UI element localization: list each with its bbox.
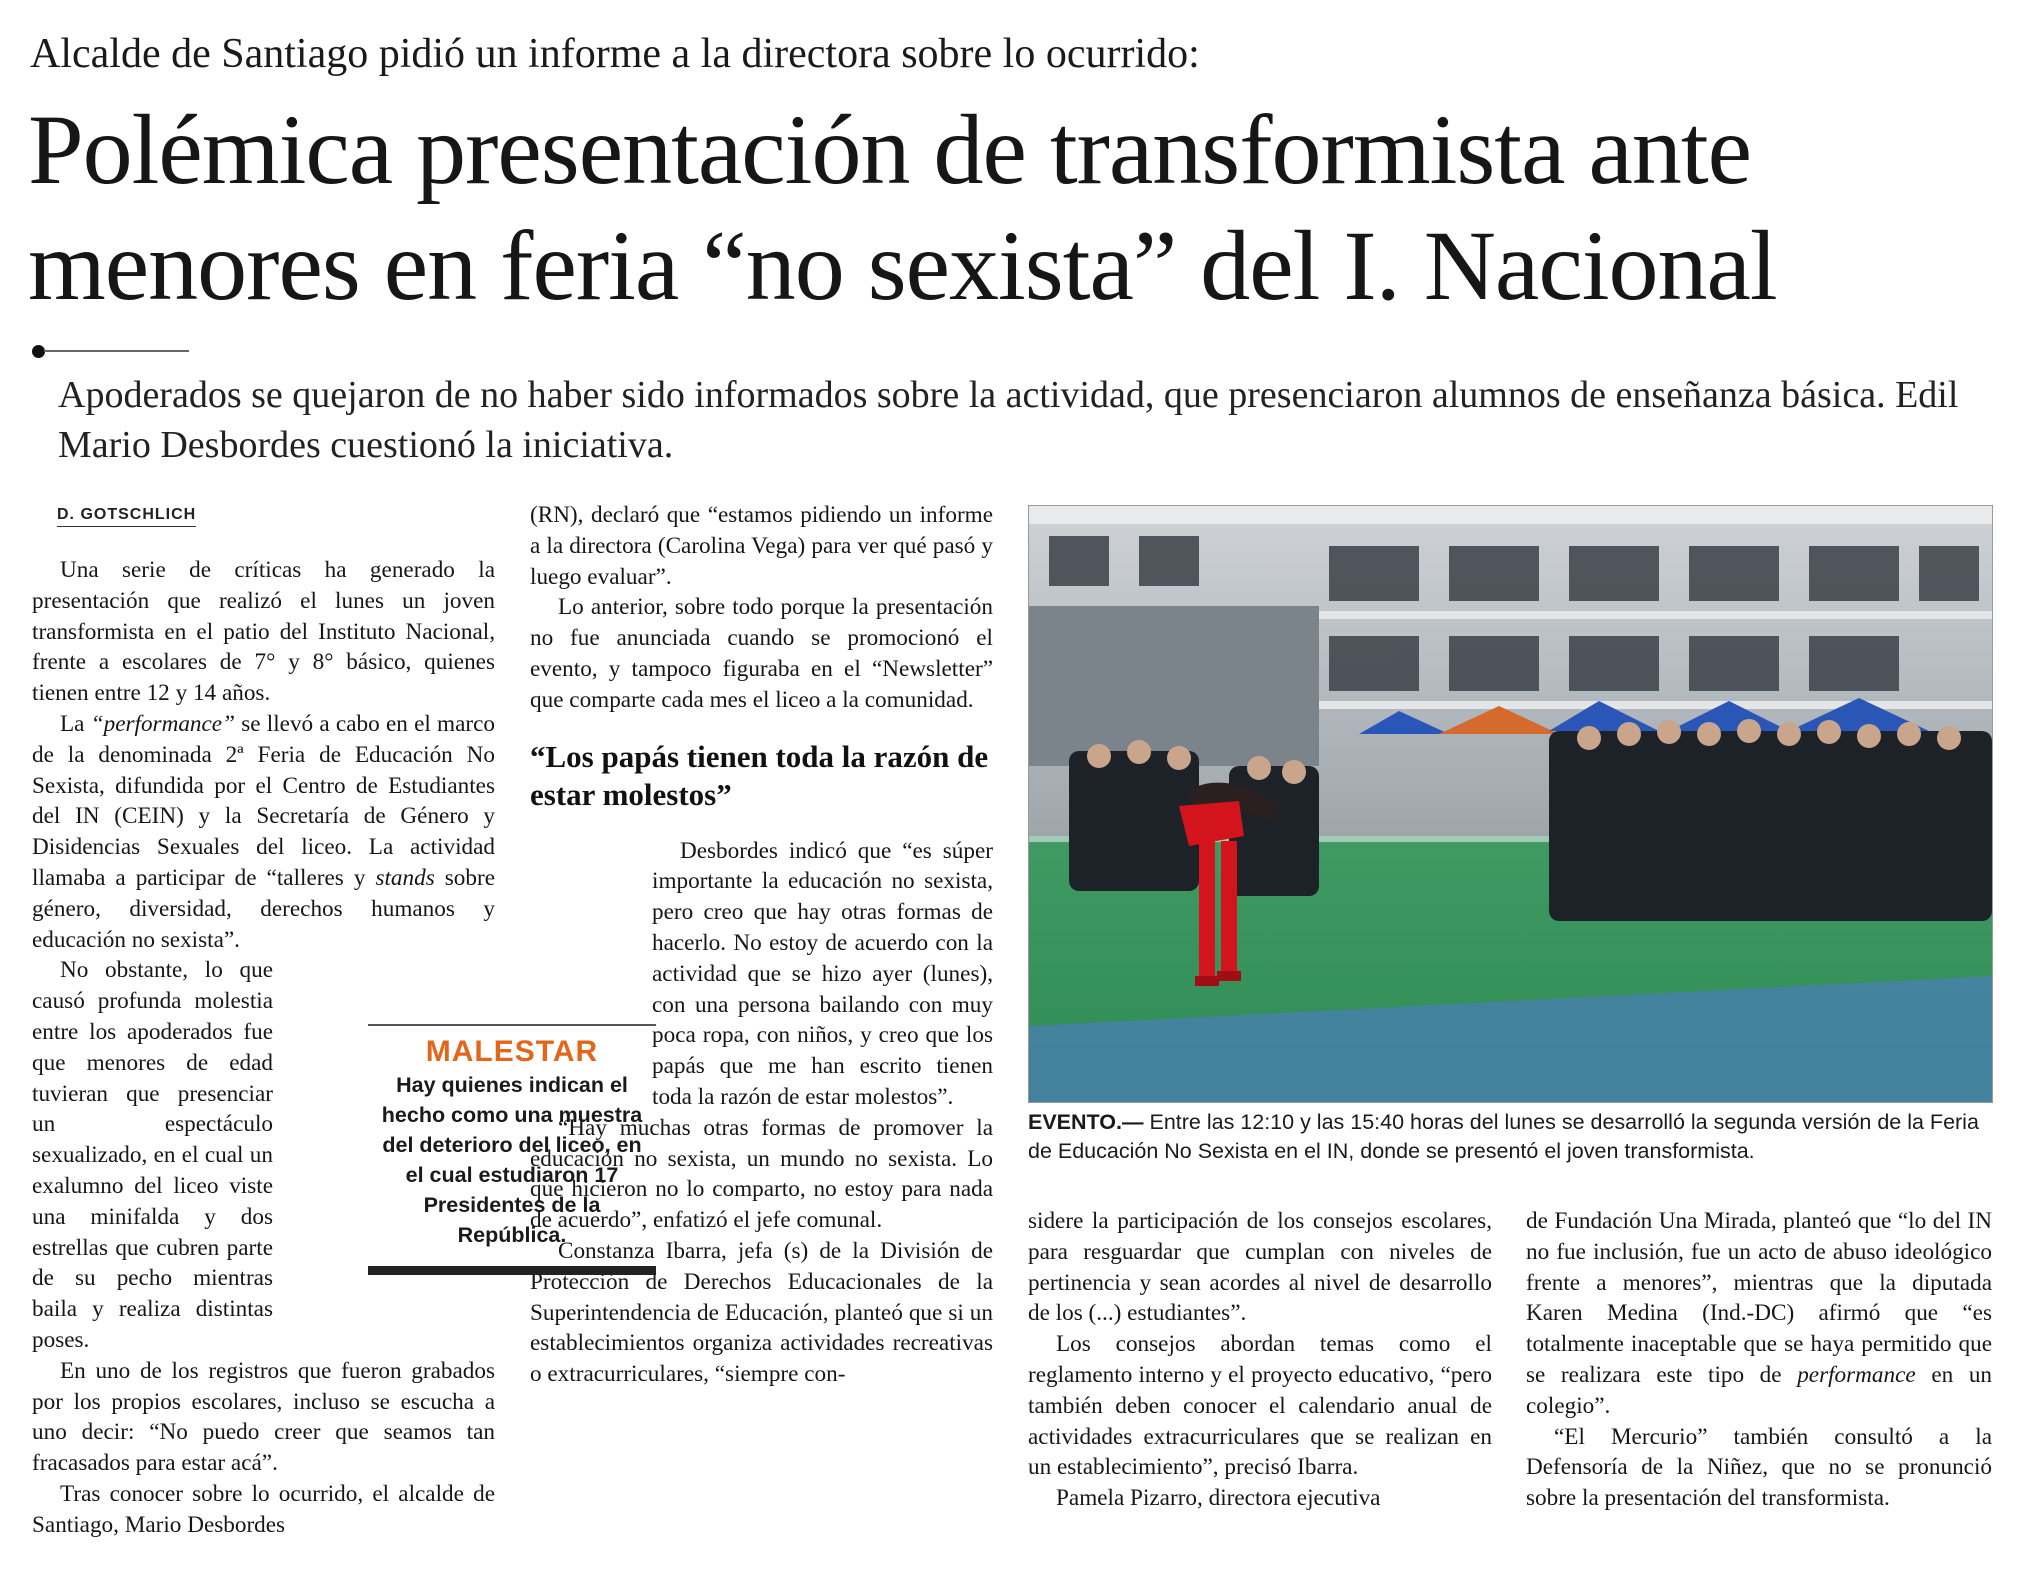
- event-photo-illustration: [1029, 506, 1992, 1102]
- paragraph: sidere la participación de los consejos escolares, para resguardar que cumplan con niveles de pertinencia y sean acordes al nivel de desarrollo de los (...) estudiantes”.: [1028, 1208, 1492, 1327]
- paragraph: Lo anterior, sobre todo porque la presentación no fue anunciada cuando se promocionó el evento, y tampoco figuraba en el “Newsletter” que comparte cada mes el liceo a la comunidad.: [530, 594, 993, 713]
- pull-quote-text: Hay quienes indican el hecho como una muestra del deterioro del liceo, en el cual estudiaron 17 Presidentes de la República.: [381, 1073, 643, 1247]
- rule-line: [44, 350, 189, 352]
- photo-caption: [1028, 1108, 1994, 1166]
- paragraph: Constanza Ibarra, jefa (s) de la División de Protección de Derechos Educacionales de la Superintendencia de Educación, planteó que si un establecimientos organiza actividades recreativas o extracurriculares, “siempre con-: [530, 1237, 993, 1388]
- text-run: de Fundación Una Mirada, planteó que “lo del IN no fue inclusión, fue un acto de abuso ideológico frente a menores”, mientras que la diputada Karen Medina (Ind.-DC) afirmó que “es totalmente inaceptable que se haya permitido que se realizara este tipo de: [1526, 1208, 1992, 1388]
- italic-run: “performance”: [90, 710, 235, 737]
- paragraph: (RN), declaró que “estamos pidiendo un informe a la directora (Carolina Vega) para ver qué pasó y luego evaluar”.: [530, 502, 993, 590]
- column-4: [1526, 1206, 1992, 1514]
- caption-text: Entre las 12:10 y las 15:40 horas del lunes se desarrolló la segunda versión de la Feria de Educación No Sexista en el IN, donde se presentó el joven transformista.: [1028, 1110, 1979, 1163]
- pull-quote: [368, 1024, 656, 1275]
- event-photo: [1028, 505, 1993, 1103]
- italic-run: stands: [375, 864, 435, 891]
- headline-line-1: Polémica presentación de transformista ante: [28, 94, 1752, 205]
- text-run: se llevó a cabo en el marco de la denominada 2ª Feria de Educación No Sexista, difundida por el Centro de Estudiantes del IN (CEIN) y la Secretaría de Género y Disidencias Sexuales del liceo. La actividad llamaba a participar de “talleres y: [32, 710, 495, 891]
- pull-quote-label: MALESTAR: [425, 1035, 599, 1068]
- paragraph: Desbordes indicó que “es súper importante la educación no sexista, pero creo que hay otras formas de hacerlo. No estoy de acuerdo con la actividad que se hizo ayer (lunes), con una persona bailando con muy poca ropa, con niños, y creo que los papás que me han escrito tienen toda la razón de estar molestos”.: [652, 837, 993, 1110]
- paragraph: No obstante, lo que causó profunda molestia entre los apoderados fue que menores de edad tuvieran que presenciar un espectáculo sexualizado, en el cual un exalumno del liceo viste una minifalda y dos estrellas que cubren parte de su pecho mientras baila y realiza distintas poses.: [32, 957, 273, 1353]
- paragraph: [1526, 1206, 1992, 1422]
- headline: [28, 92, 2008, 324]
- subheading: “Los papás tienen toda la razón de estar molestos”: [530, 738, 989, 812]
- paragraph: “El Mercurio” también consultó a la Defensoría de la Niñez, que no se pronunció sobre la presentación del transformista.: [1526, 1423, 1992, 1512]
- paragraph: Una serie de críticas ha generado la presentación que realizó el lunes un joven transformista en el patio del Instituto Nacional, frente a escolares de 7° y 8° básico, quienes tienen entre 12 y 14 años.: [32, 557, 495, 707]
- text-run: en un colegio”.: [1526, 1361, 1993, 1419]
- byline: D. GOTSCHLICH: [57, 506, 196, 527]
- text-run: La: [60, 710, 91, 737]
- kicker: Alcalde de Santiago pidió un informe a la directora sobre lo ocurrido:: [30, 31, 1200, 77]
- paragraph: [32, 709, 495, 955]
- italic-run: performance: [1797, 1361, 1916, 1388]
- text-run: sobre género, diversidad, derechos humanos y educación no sexista”.: [32, 864, 495, 953]
- paragraph: Tras conocer sobre lo ocurrido, el alcalde de Santiago, Mario Desbordes: [32, 1480, 495, 1538]
- column-3: [1028, 1206, 1492, 1514]
- paragraph: “Hay muchas otras formas de promover la educación no sexista, un mundo no sexista. Lo que hicieron no lo comparto, no estoy para nada de acuerdo”, enfatizó el jefe comunal.: [530, 1114, 993, 1234]
- paragraph: Los consejos abordan temas como el reglamento interno y el proyecto educativo, “pero también deben conocer el calendario anual de actividades extracurriculares que se realizan en un establecimiento”, precisó Ibarra.: [1028, 1331, 1492, 1481]
- paragraph: En uno de los registros que fueron grabados por los propios escolares, incluso se escucha a uno decir: “No puedo creer que seamos tan fracasados para estar acá”.: [32, 1357, 495, 1477]
- headline-line-2: menores en feria “no sexista” del I. Nacional: [28, 210, 1777, 321]
- paragraph: Pamela Pizarro, directora ejecutiva: [1056, 1485, 1381, 1512]
- caption-label: EVENTO.—: [1028, 1110, 1144, 1134]
- deck: Apoderados se quejaron de no haber sido informados sobre la actividad, que presenciaron alumnos de enseñanza básica. Edil Mario Desbordes cuestionó la iniciativa.: [58, 374, 1959, 466]
